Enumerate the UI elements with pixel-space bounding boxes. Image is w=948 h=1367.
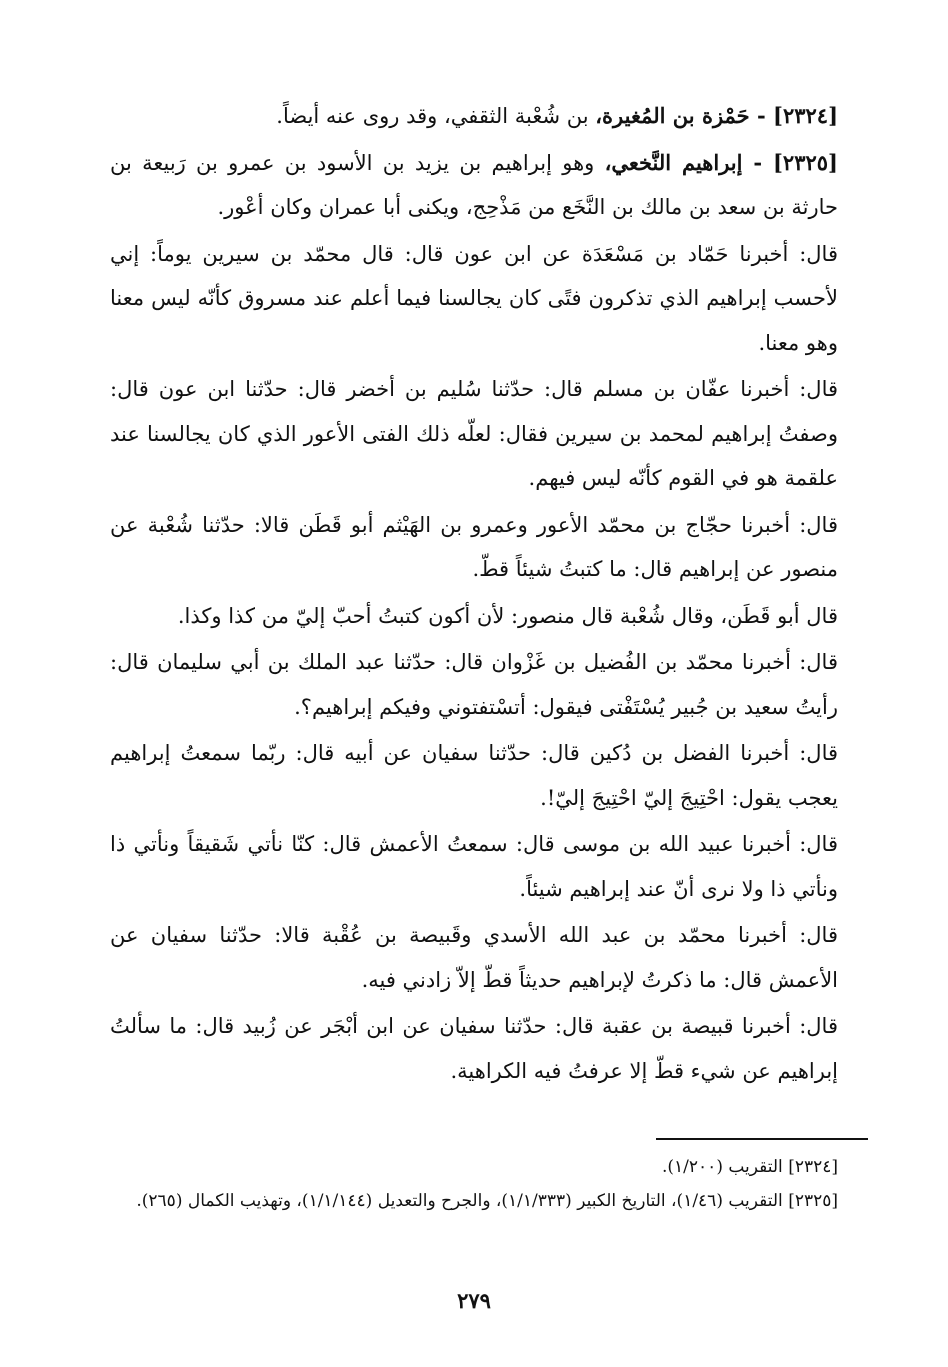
- footnote: [٢٣٢٤] التقريب (١/٢٠٠).: [662, 1157, 838, 1177]
- narration-paragraph: قال: أخبرنا عفّان بن مسلم قال: حدّثنا سُليم بن أخضر قال: حدّثنا ابن عون قال: وصفتُ إبراهيم لمحمد بن سيرين فقال: لعلّه ذلك الفتى الأعور الذي كان يجالسنا عند علقمة هو في القوم كأنّه ليس فيهم.: [110, 377, 838, 490]
- narration-paragraph: قال: أخبرنا قبيصة بن عقبة قال: حدّثنا سفيان عن ابن أبْجَر عن زُبيد قال: ما سألتُ إبراهيم عن شيء قطّ إلا عرفتُ فيه الكراهية.: [110, 1014, 838, 1083]
- entry-text: بن شُعْبة الثقفي، وقد روى عنه أيضاً.: [276, 104, 596, 128]
- narration-paragraph: قال: أخبرنا محمّد بن الفُضيل بن غَزْوان قال: حدّثنا عبد الملك بن أبي سليمان قال: رأيتُ سعيد بن جُبير يُسْتَفْتى فيقول: أتسْتفتوني وفيكم إبراهيم؟.: [110, 650, 838, 719]
- footnote-divider: [656, 1138, 868, 1140]
- entry-heading: [٢٣٢٤] - حَمْزة بن المُغيرة،: [595, 103, 838, 128]
- narration-paragraph: قال: أخبرنا محمّد بن عبد الله الأسدي وقَبيصة بن عُقْبة قالا: حدّثنا سفيان عن الأعمش قال: ما ذكرتُ لإبراهيم حديثاً قطّ إلاّ زادني فيه.: [110, 923, 838, 992]
- footnote: [٢٣٢٥] التقريب (١/٤٦)، التاريخ الكبير (١/١/٣٣٣)، والجرح والتعديل (١/١/١٤٤)، وتهذيب الكمال (٢٦٥).: [136, 1191, 838, 1211]
- narration-paragraph: قال: أخبرنا حَمّاد بن مَسْعَدَة عن ابن عون قال: قال محمّد بن سيرين يوماً: إني لأحسب إبراهيم الذي تذكرون فتًى كان يجالسنا فيما أعلم عند مسروق كأنّه ليس معنا وهو معنا.: [110, 241, 838, 355]
- entry-2324: [110, 94, 838, 139]
- narration-paragraph: قال: أخبرنا الفضل بن دُكين قال: حدّثنا سفيان عن أبيه قال: ربّما سمعتُ إبراهيم يعجب يقول: احْتِيجَ إليّ احْتِيجَ إليّ!.: [110, 741, 838, 810]
- page-number: ٢٧٩: [457, 1288, 491, 1313]
- narration-paragraph: قال: أخبرنا عبيد الله بن موسى قال: سمعتُ الأعمش قال: كنّا نأتي شَقيقاً ونأتي ذا ونأتي ذا ولا نرى أنّ عند إبراهيم شيئاً.: [110, 832, 838, 901]
- narration-paragraph: قال: أخبرنا حجّاج بن محمّد الأعور وعمرو بن الهَيْثم أبو قَطَن قالا: حدّثنا شُعْبة عن منصور عن إبراهيم قال: ما كتبتُ شيئاً قطّ.: [110, 512, 838, 581]
- narration-paragraph: قال أبو قَطَن، وقال شُعْبة قال منصور: لأن أكون كتبتُ أحبّ إليّ من كذا وكذا.: [177, 603, 838, 628]
- entry-2325: [110, 141, 838, 230]
- footnotes: [110, 1150, 838, 1218]
- entry-heading: [٢٣٢٥] - إبراهيم النَّخعي،: [604, 149, 838, 175]
- main-text: [110, 94, 838, 1093]
- entry-text: وهو إبراهيم بن يزيد بن الأسود بن عمرو بن رَبيعة بن حارثة بن سعد بن مالك بن النَّخَع من مَذْحِج، ويكنى أبا عمران وكان أعْور.: [110, 150, 838, 219]
